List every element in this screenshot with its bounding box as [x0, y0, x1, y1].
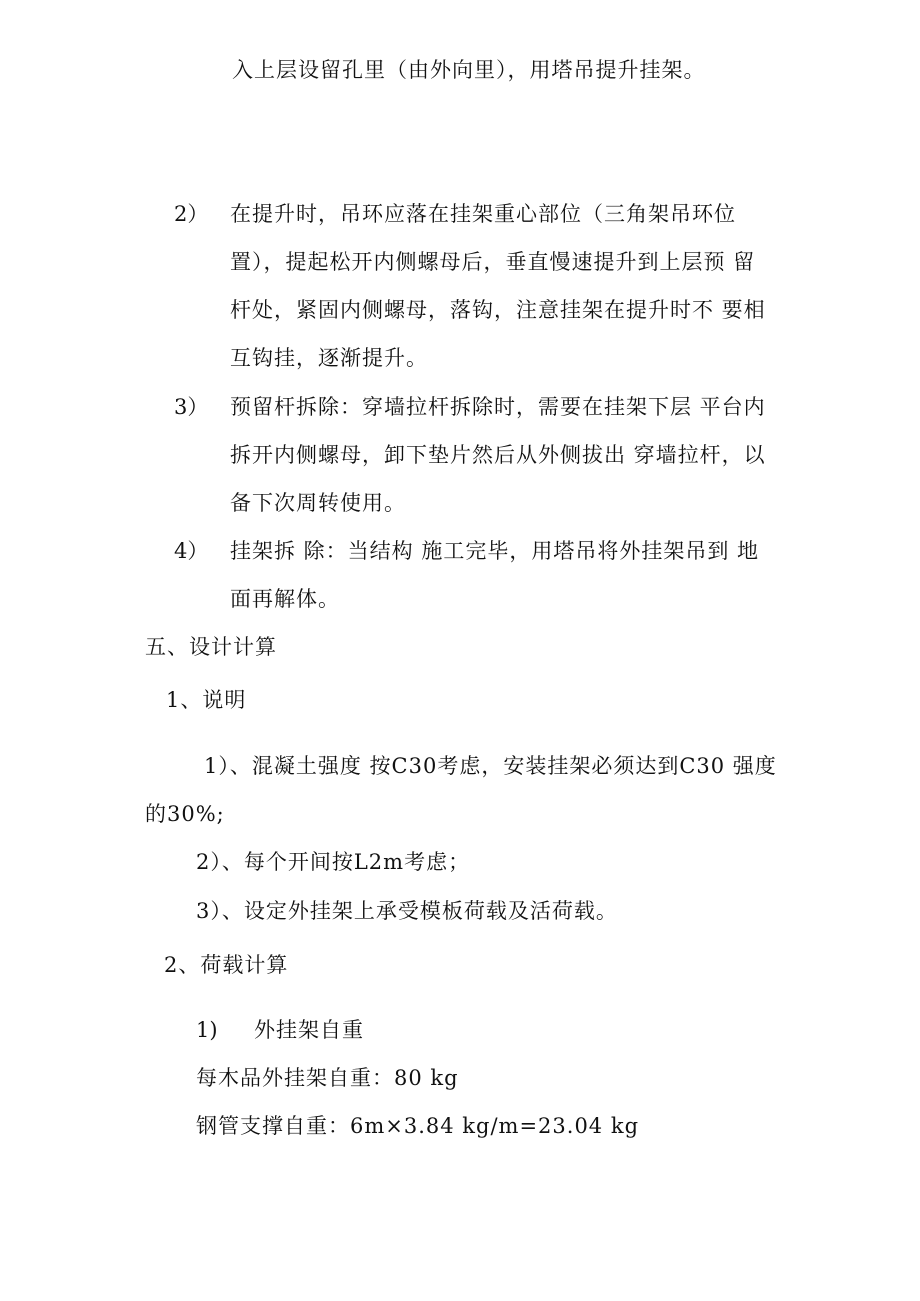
item-4-number: 4）	[174, 539, 209, 563]
sub1-point-2: 2）、每个开间按L2m考虑；	[196, 850, 471, 874]
sub2-line-2: 钢管支撑自重：6m×3.84 kg/m=23.04 kg	[196, 1114, 640, 1138]
sub2-item-number: 1)	[196, 1018, 218, 1042]
item-3-number: 3）	[174, 395, 209, 419]
item-2-number: 2）	[174, 202, 209, 226]
item-2-line-3: 杆处，紧固内侧螺母，落钩，注意挂架在提升时不 要相	[230, 298, 766, 322]
item-3-line-3: 备下次周转使用。	[230, 491, 406, 515]
sub1-point-3: 3）、设定外挂架上承受模板荷载及活荷载。	[196, 899, 618, 923]
item-2-line-2: 置），提起松开内侧螺母后，垂直慢速提升到上层预 留	[230, 250, 756, 274]
item-4-line-1: 挂架拆 除：当结构 施工完毕，用塔吊将外挂架吊到 地	[230, 539, 760, 563]
sub2-item-title: 外挂架自重	[254, 1018, 364, 1042]
sub2-title: 2、荷载计算	[164, 953, 289, 977]
intro-line: 入上层设留孔里（由外向里），用塔吊提升挂架。	[232, 58, 706, 82]
sub1-point-1: 1）、混凝土强度 按C30考虑，安装挂架必须达到C30 强度	[204, 754, 777, 778]
item-3-line-1: 预留杆拆除：穿墙拉杆拆除时，需要在挂架下层 平台内	[230, 395, 766, 419]
item-2-line-4: 互钩挂，逐渐提升。	[230, 346, 428, 370]
item-2-line-1: 在提升时，吊环应落在挂架重心部位（三角架吊环位	[230, 202, 736, 226]
item-3-line-2: 拆开内侧螺母，卸下垫片然后从外侧拔出 穿墙拉杆，以	[230, 443, 766, 467]
section-title: 五、设计计算	[145, 635, 277, 659]
sub2-line-1: 每木品外挂架自重：80 kg	[196, 1066, 459, 1090]
sub1-title: 1、说明	[166, 688, 247, 712]
item-4-line-2: 面再解体。	[230, 587, 340, 611]
sub1-point-1-cont: 的30%;	[145, 802, 225, 826]
